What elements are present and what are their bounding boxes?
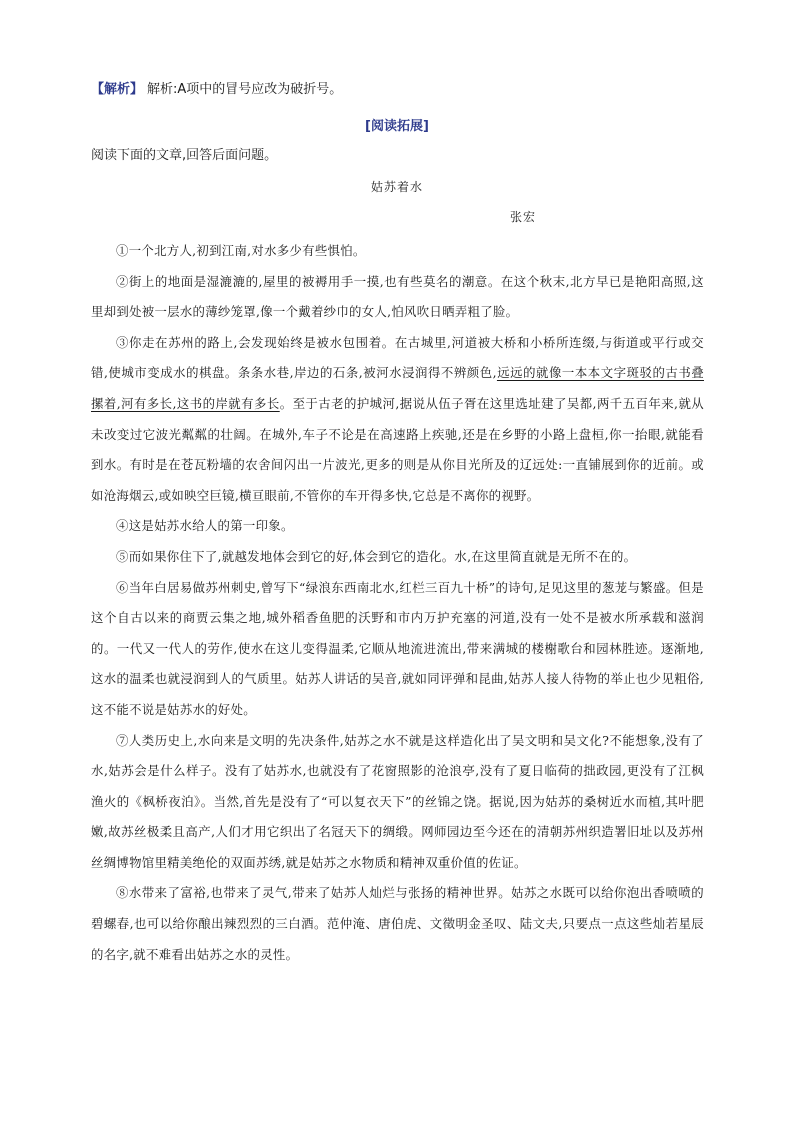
paragraph-4: ④这是姑苏水给人的第一印象。 (116, 518, 294, 534)
instruction-text: 阅读下面的文章,回答后面问题。 (91, 148, 278, 163)
paragraph-2: ②街上的地面是湿漉漉的,屋里的被褥用手一摸,也有些莫名的潮意。在这个秋末,北方早已是艳阳高照,这里却到处被一层水的薄纱笼罩,像一个戴着纱巾的女人,怕风吹日晒弄粗了脸。 (91, 273, 704, 320)
article-body (91, 236, 704, 970)
paragraph-3-part-2: 。至于古老的护城河,据说从伍子胥在这里选址建了吴都,两千五百年来,就从未改变过它波光粼粼的壮阔。在城外,车子不论是在高速路上疾驰,还是在乡野的小路上盘桓,你一抬眼,就能看到水。有时是在苍瓦粉墙的农舍间闪出一片波光,更多的则是从你目光所及的辽远处:一直铺展到你的近前。或如沧海烟云,或如映空巨镜,横亘眼前,不管你的车开得多快,它总是不离你的视野。 (91, 395, 704, 503)
analysis-text: 解析:A项中的冒号应改为破折号。 (147, 82, 343, 97)
article-title: 姑苏着水 (370, 180, 423, 194)
article-author: 张宏 (510, 210, 537, 224)
paragraph-8: ⑧水带来了富裕,也带来了灵气,带来了姑苏人灿烂与张扬的精神世界。姑苏之水既可以给你泡出香喷喷的碧螺春,也可以给你酿出辣烈烈的三白酒。范仲淹、唐伯虎、文徵明金圣叹、陆文夫,只要点一点这些灿若星辰的名字,就不难看出姑苏之水的灵性。 (91, 885, 704, 962)
section-heading: [阅读拓展] (365, 119, 429, 134)
paragraph-6: ⑥当年白居易做苏州刺史,曾写下“绿浪东西南北水,红栏三百九十桥”的诗句,足见这里的葱茏与繁盛。但是这个自古以来的商贾云集之地,城外稻香鱼肥的沃野和市内万护充塞的河道,没有一处不是被水所承载和滋润的。一代又一代人的劳作,使水在这儿变得温柔,它顺从地流进流出,带来满城的楼榭歌台和园林胜迹。逐渐地,这水的温柔也就浸润到人的气质里。姑苏人讲话的吴音,就如同评弹和昆曲,姑苏人接人待物的举止也少见粗俗,这不能不说是姑苏水的好处。 (91, 579, 704, 717)
paragraph-3-part-1: ③你走在苏州的路上,会发现始终是被水包围着。在古城里,河道被大桥和小桥所连缀,与街道或平行或交错,使城市变成水的棋盘。条条水巷,岸边的石条,被河水浸润得不辨颜色, (91, 334, 704, 381)
paragraph-7: ⑦人类历史上,水向来是文明的先决条件,姑苏之水不就是这样造化出了吴文明和吴文化?不能想象,没有了水,姑苏会是什么样子。没有了姑苏水,也就没有了花窗照影的沧浪亭,没有了夏日临荷的拙政园,更没有了江枫渔火的《枫桥夜泊》。当然,首先是没有了“可以复衣天下”的丝锦之饶。据说,因为姑苏的桑树近水而植,其叶肥嫩,故苏丝极柔且高产,人们才用它织出了名冠天下的绸缎。网师园边至今还在的清朝苏州织造署旧址以及苏州丝绸博物馆里精美绝伦的双面苏绣,就是姑苏之水物质和精神双重价值的佐证。 (91, 732, 704, 870)
paragraph-1: ①一个北方人,初到江南,对水多少有些惧怕。 (116, 243, 366, 258)
underlined-sentence: 远远的就像一本本文字斑驳的古书叠摞着,河有多长,这书的岸就有多长 (91, 365, 704, 411)
paragraph-5: ⑤而如果你住下了,就越发地体会到它的好,体会到它的造化。水,在这里简直就是无所不在的。 (116, 548, 637, 564)
paragraph-3 (91, 328, 704, 512)
analysis-line (91, 80, 342, 100)
analysis-tag: 【解析】 (91, 82, 144, 97)
